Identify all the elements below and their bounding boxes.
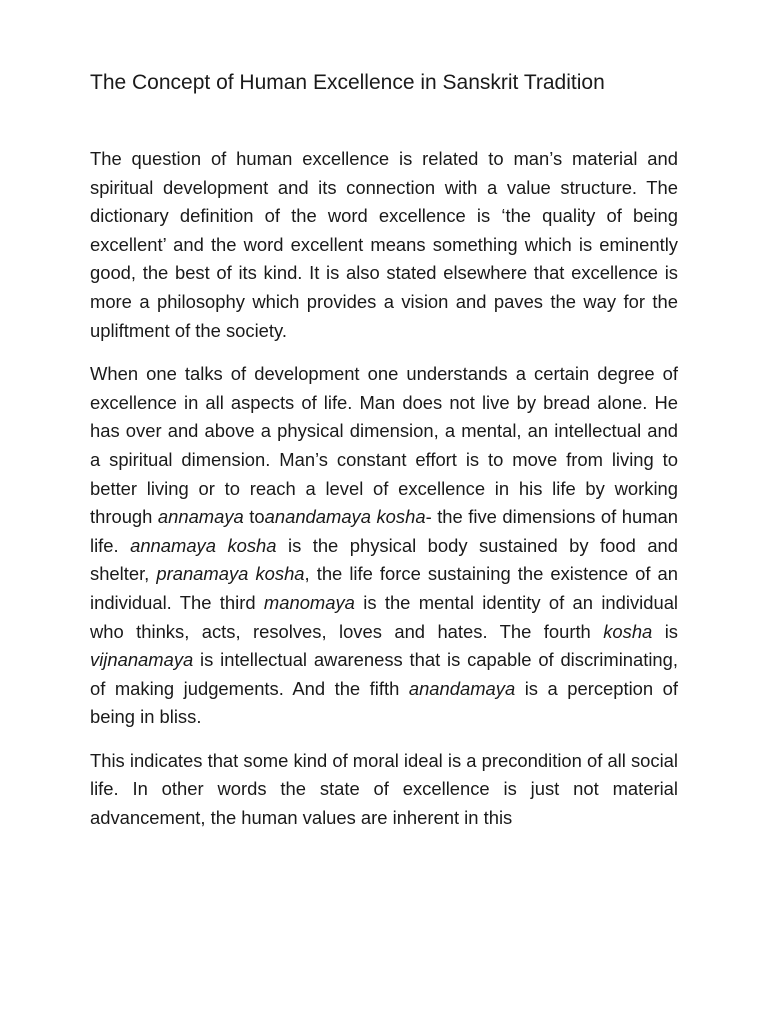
paragraph-2: [90, 360, 678, 732]
p2-text-6: is the mental identity of an individual who thinks, acts, resolves, loves and hates. The fourth: [90, 591, 679, 642]
term-annamaya: annamaya: [157, 506, 244, 528]
p2-text-2: to: [243, 506, 265, 528]
p2-text-1: When one talks of development one understands a certain degree of excellence in all aspects of life. Man does not live by bread alone. He has over and above a physical dimension, a mental, an intellectual and a spiritual dimension. Man’s constant effort is to move from living to better living or to reach a level of excellence in his life by working through: [90, 363, 678, 528]
paragraph-3: This indicates that some kind of moral ideal is a precondition of all social life. In other words the state of excellence is just not material advancement, the human values are inherent in this: [90, 749, 678, 829]
p2-text-8: is intellectual awareness that is capable of discriminating, of making judgements. And the fifth: [90, 649, 678, 699]
p2-text-9: is a perception of being in bliss.: [90, 677, 678, 728]
term-anandamaya-kosha: anandamaya kosha: [264, 506, 426, 528]
term-manomaya: manomaya: [263, 591, 355, 613]
p2-text-7: is: [652, 620, 678, 642]
term-kosha: kosha: [603, 620, 653, 642]
term-pranamaya-kosha: pranamaya kosha: [156, 563, 305, 585]
paragraph-1: The question of human excellence is related to man’s material and spiritual development and its connection with a value structure. The dictionary definition of the word excellence is ‘the quality of being excellent’ and the word excellent means something which is eminently good, the best of its kind. It is also stated elsewhere that excellence is more a philosophy which provides a vision and paves the way for the upliftment of the society.: [90, 148, 678, 341]
term-anandamaya: anandamaya: [408, 677, 516, 699]
p2-text-5: , the life force sustaining the existence of an individual. The third: [90, 563, 679, 613]
document-title: The Concept of Human Excellence in Sanskrit Tradition: [90, 71, 605, 94]
p2-text-4: is the physical body sustained by food and shelter,: [90, 534, 678, 585]
term-vijnanamaya: vijnanamaya: [90, 649, 194, 671]
p2-text-3: - the five dimensions of human life.: [90, 506, 679, 556]
term-annamaya-kosha: annamaya kosha: [130, 534, 277, 556]
